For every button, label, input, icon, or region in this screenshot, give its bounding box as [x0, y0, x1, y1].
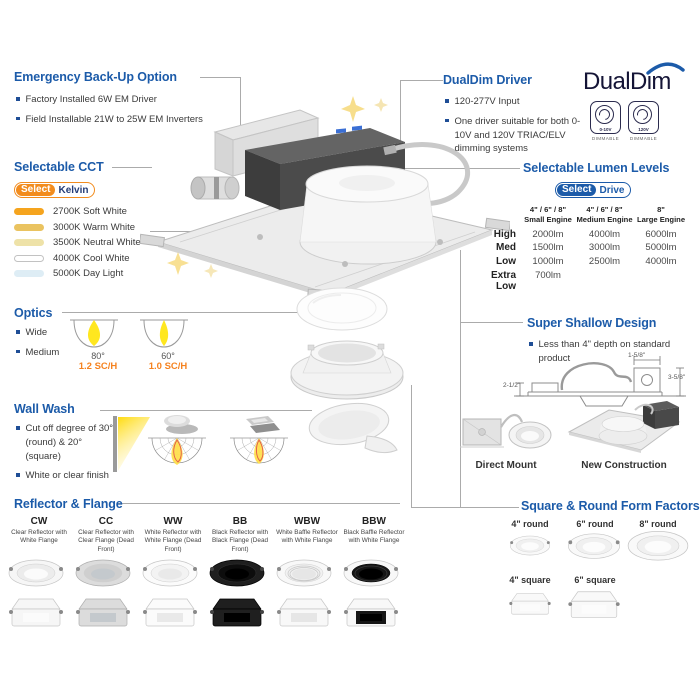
- ff-4-round-icon: [508, 533, 552, 561]
- cct-swatch-4000k: [14, 255, 44, 262]
- dial-icon: [595, 105, 614, 124]
- optics-bullets: [16, 326, 71, 366]
- reflector-type-cc: CC Clear Reflector with Clear Flange (Dead Front): [73, 516, 139, 634]
- cct-swatch-3000k: [14, 224, 44, 231]
- connector-line: [411, 385, 412, 507]
- wallwash-bullets: [16, 422, 120, 489]
- shallow-title: Super Shallow Design: [527, 316, 657, 330]
- ff-8-round-label: 8" round: [639, 519, 677, 529]
- lumen-col-header: [478, 205, 520, 229]
- cct-swatch-5000k: [14, 270, 44, 277]
- list-item: One driver suitable for both 0-10V and 120V TRIAC/ELV dimming systems: [445, 115, 597, 156]
- round-trim-cw-icon: [6, 556, 66, 594]
- lumen-value: 4000lm: [588, 228, 621, 240]
- lumen-value: 4000lm: [645, 255, 677, 267]
- round-trim-bbw-icon: [341, 556, 401, 594]
- connector-line: [62, 312, 305, 313]
- new-construction-image: [565, 398, 685, 456]
- reflector-type-ww: WW White Reflector with White Flange (Dead Front): [140, 516, 206, 634]
- select-drive-badge: Select Drive: [555, 182, 631, 198]
- lens-diffuser-image: [295, 285, 390, 333]
- direct-mount-label: Direct Mount: [475, 460, 537, 471]
- cct-swatch-2700k: [14, 208, 44, 215]
- cct-title: Selectable CCT: [14, 160, 104, 174]
- lumen-row-label: High: [493, 228, 516, 240]
- bullet-icon: [16, 97, 20, 101]
- cct-option: 5000K Day Light: [14, 266, 141, 282]
- dim-top: 1-5/8": [628, 352, 646, 359]
- dim-right: 3-5/8": [668, 374, 686, 381]
- new-construction-label: New Construction: [581, 460, 667, 471]
- round-trim-cc-icon: [73, 556, 133, 594]
- lumen-value: 5000lm: [645, 242, 677, 254]
- knob-icon: 0-10V: [590, 101, 621, 134]
- lumen-value: 2000lm: [532, 228, 564, 240]
- lumen-col-header: 4" / 6" / 8" Medium Engine: [576, 205, 633, 224]
- list-item: Wide: [16, 326, 71, 340]
- ff-8-round-icon: [623, 527, 693, 569]
- bullet-icon: [16, 117, 20, 121]
- bullet-icon: [445, 119, 449, 123]
- emergency-title: Emergency Back-Up Option: [14, 70, 177, 84]
- dualdim-title: DualDim Driver: [443, 73, 532, 87]
- lumen-value: 3000lm: [588, 242, 621, 254]
- beam-diagram-wide: 80° 1.2 SC/H: [70, 316, 126, 372]
- ff-6-round-label: 6" round: [576, 519, 614, 529]
- flange-ring-image: [288, 335, 406, 401]
- lumen-row-label: Low: [496, 255, 516, 267]
- square-trim-cc-icon: [73, 594, 133, 634]
- reflector-types: [6, 516, 408, 634]
- emergency-bullets: [16, 93, 226, 133]
- lumen-title: Selectable Lumen Levels: [523, 161, 670, 175]
- round-trim-wbw-icon: [274, 556, 334, 594]
- square-trim-bbw-icon: [341, 594, 401, 634]
- wallwash-title: Wall Wash: [14, 402, 75, 416]
- photometric-plot-square-icon: [228, 434, 290, 474]
- connector-line: [400, 80, 443, 81]
- lumen-value: 1500lm: [532, 242, 564, 254]
- dimmer-knob-120v: 120V DIMMABLE: [628, 101, 659, 141]
- cct-swatch-3500k: [14, 239, 44, 246]
- reflector-type-bbw: BBW Black Baffle Reflector with White Flange: [341, 516, 407, 634]
- wallwash-scoop-image: [305, 398, 405, 454]
- ff-4-square-icon: [507, 589, 553, 621]
- reflector-title: Reflector & Flange: [14, 497, 123, 511]
- beam-diagram-medium: 60° 1.0 SC/H: [140, 316, 196, 372]
- reflector-type-wbw: WBW White Baffle Reflector with White Flange: [274, 516, 340, 634]
- lumen-row-label: Med: [496, 242, 516, 254]
- lumen-value: 1000lm: [532, 255, 564, 267]
- list-item: Medium: [16, 346, 71, 360]
- sparkle-icon: [166, 252, 226, 286]
- dimmer-knob-0-10v: 0-10V DIMMABLE: [590, 101, 621, 141]
- list-item: Less than 4" depth on standard product: [529, 338, 700, 366]
- square-trim-thumb-icon: [240, 413, 282, 435]
- ff-6-square-icon: [563, 587, 625, 625]
- dualdim-bullets: [445, 95, 597, 162]
- lumen-value: [576, 270, 633, 284]
- cct-option: 3500K Neutral White: [14, 235, 141, 251]
- ff-4-square-label: 4" square: [509, 575, 551, 585]
- bullet-icon: [529, 342, 533, 346]
- dial-icon: [633, 105, 652, 124]
- lumen-value: 700lm: [535, 269, 561, 281]
- shallow-bullets: [529, 338, 700, 372]
- connector-line: [460, 322, 523, 323]
- round-trim-bb-icon: [207, 556, 267, 594]
- select-kelvin-badge: Select Kelvin: [14, 182, 95, 198]
- reflector-type-bb: BB Black Reflector with Black Flange (Dead Front): [207, 516, 273, 634]
- direct-mount-image: [458, 402, 554, 456]
- ff-6-square-label: 6" square: [574, 575, 616, 585]
- lumen-value: 6000lm: [645, 228, 677, 240]
- ff-4-round-label: 4" round: [511, 519, 549, 529]
- connector-line: [100, 410, 312, 411]
- list-item: Field Installable 21W to 25W EM Inverters: [16, 113, 226, 127]
- cct-option: 2700K Soft White: [14, 204, 141, 220]
- knob-icon: 120V: [628, 101, 659, 134]
- bullet-icon: [445, 99, 449, 103]
- cct-options: [14, 204, 141, 282]
- square-trim-wbw-icon: [274, 594, 334, 634]
- optics-title: Optics: [14, 306, 53, 320]
- connector-line: [200, 77, 240, 78]
- lumen-value: [633, 270, 689, 284]
- photometric-plot-round-icon: [146, 434, 208, 474]
- dualdim-arc-icon: [645, 61, 685, 75]
- cct-option: 4000K Cool White: [14, 251, 141, 267]
- list-item: Cut off degree of 30° (round) & 20° (square): [16, 422, 120, 463]
- bullet-icon: [16, 350, 20, 354]
- rule-line: [118, 503, 400, 504]
- lumen-col-header: 4" / 6" / 8" Small Engine: [524, 205, 572, 224]
- lumen-table: [478, 205, 689, 292]
- formfactors-title: Square & Round Form Factors: [521, 499, 700, 513]
- lumen-col-header: 8" Large Engine: [636, 205, 686, 224]
- square-trim-bb-icon: [207, 594, 267, 634]
- sparkle-icon: [340, 96, 396, 126]
- beam-cone-icon: [70, 316, 118, 350]
- square-trim-ww-icon: [140, 594, 200, 634]
- round-trim-thumb-icon: [158, 413, 200, 435]
- beam-cone-icon: [140, 316, 188, 350]
- lumen-value: 2500lm: [588, 255, 621, 267]
- cct-option: 3000K Warm White: [14, 220, 141, 236]
- bullet-icon: [16, 473, 20, 477]
- connector-line: [411, 507, 519, 508]
- ff-6-round-icon: [565, 530, 623, 566]
- reflector-type-cw: CW Clear Reflector with White Flange: [6, 516, 72, 634]
- lumen-row-label: Extra Low: [490, 269, 516, 292]
- square-trim-cw-icon: [6, 594, 66, 634]
- round-trim-ww-icon: [140, 556, 200, 594]
- list-item: 120-277V Input: [445, 95, 597, 109]
- dim-left: 2-1/2": [503, 382, 521, 389]
- bullet-icon: [16, 330, 20, 334]
- list-item: White or clear finish: [16, 469, 120, 483]
- list-item: Factory Installed 6W EM Driver: [16, 93, 226, 107]
- bullet-icon: [16, 426, 20, 430]
- dualdim-logo: DualDim 0-10V DIMMABLE 120V DIMMABLE: [583, 68, 695, 141]
